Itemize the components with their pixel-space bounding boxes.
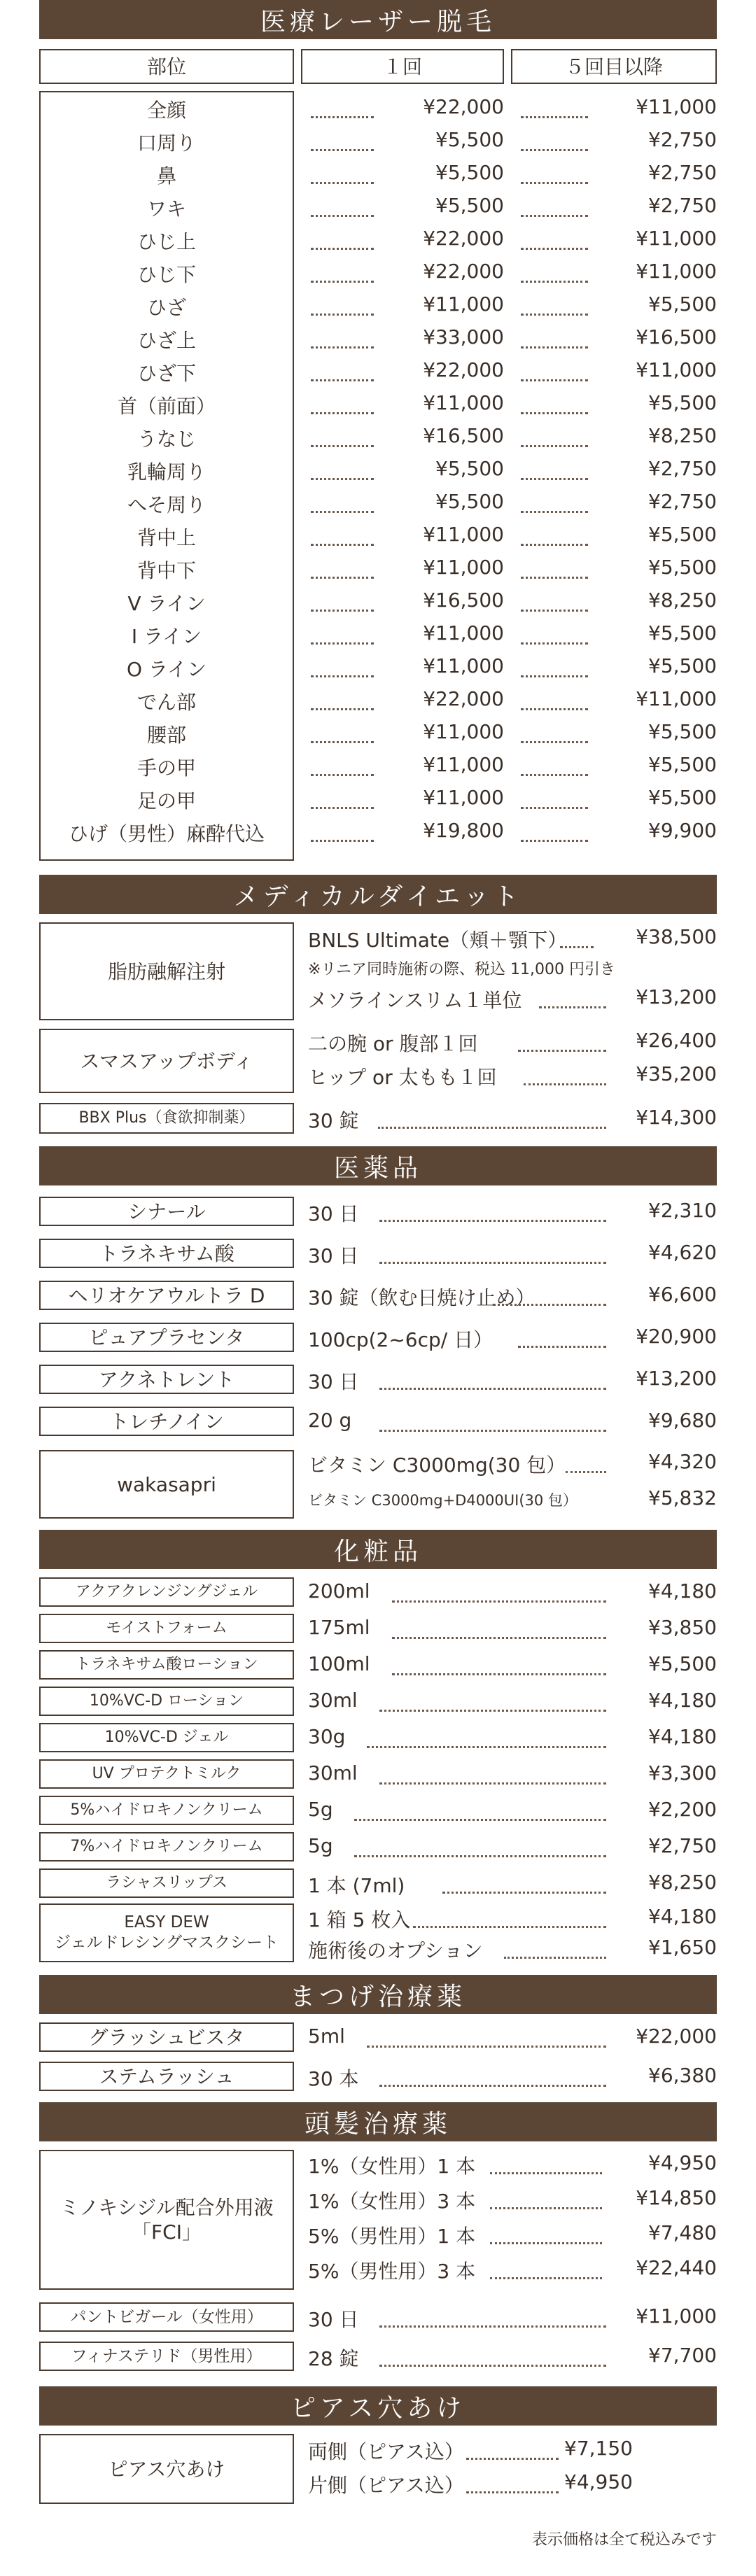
dot-leader <box>521 215 588 217</box>
laser-price-fifth: ¥5,500 <box>648 621 717 645</box>
item-quantity: 200ml <box>308 1579 370 1603</box>
item-name-box: 10%VC-D ローション <box>39 1687 294 1716</box>
section-header-laser: 医療レーザー脱毛 <box>39 0 717 39</box>
easy-dew-label-line2: ジェルドレシングマスクシート <box>55 1934 279 1952</box>
dot-leader <box>311 577 374 579</box>
dot-leader <box>311 807 374 809</box>
laser-price-fifth: ¥2,750 <box>648 128 717 151</box>
laser-price-fifth: ¥2,750 <box>648 490 717 513</box>
laser-part-name: うなじ <box>136 428 196 451</box>
laser-price-fifth: ¥5,500 <box>648 720 717 743</box>
waka-line2-text: ビタミン C3000mg+D4000UI(30 包） <box>308 1492 578 1509</box>
laser-price-once: ¥22,000 <box>423 227 504 250</box>
dot-leader <box>466 2491 559 2493</box>
item-quantity: 1 本 (7ml) <box>308 1874 405 1897</box>
laser-part-name: 全顔 <box>146 99 186 122</box>
fat-note: ※リニア同時施術の際、税込 11,000 円引き <box>308 961 615 978</box>
item-price: ¥6,380 <box>648 2064 717 2087</box>
laser-part-name: 乳輪周り <box>127 460 206 484</box>
smas-line2-text: ヒップ or 太もも１回 <box>308 1066 497 1089</box>
laser-price-fifth: ¥5,500 <box>648 786 717 809</box>
dot-leader <box>521 346 588 349</box>
laser-price-fifth: ¥2,750 <box>648 161 717 184</box>
laser-price-once: ¥5,500 <box>435 128 504 151</box>
laser-part-name: ワキ <box>146 197 186 220</box>
dot-leader <box>311 610 374 612</box>
dot-leader <box>378 1127 606 1129</box>
laser-price-fifth: ¥11,000 <box>636 227 717 250</box>
dot-leader <box>311 215 374 217</box>
laser-price-once: ¥22,000 <box>423 260 504 283</box>
item-quantity: 30 日 <box>308 1244 359 1267</box>
easy-line2-price: ¥1,650 <box>648 1936 717 1959</box>
item-price: ¥2,200 <box>648 1798 717 1821</box>
laser-price-fifth: ¥5,500 <box>648 293 717 316</box>
item-price: ¥4,180 <box>648 1725 717 1748</box>
laser-part-name: ひざ <box>146 296 186 319</box>
tax-footnote: 表示価格は全て税込みです <box>531 2531 717 2549</box>
laser-price-fifth: ¥11,000 <box>636 687 717 710</box>
dot-leader <box>521 445 588 447</box>
laser-price-fifth: ¥8,250 <box>648 589 717 612</box>
item-name-box: アクネトレント <box>39 1365 294 1394</box>
dot-leader <box>392 1673 606 1675</box>
item-name-box: トレチノイン <box>39 1407 294 1436</box>
dot-leader <box>379 1262 606 1264</box>
piercing-line2-text: 片側（ピアス込） <box>308 2474 464 2497</box>
easy-dew-label <box>39 1903 294 1962</box>
column-header-fifth: ５回目以降 <box>511 49 717 84</box>
item-quantity: 28 錠 <box>308 2347 359 2370</box>
dot-leader <box>311 116 374 118</box>
laser-price-fifth: ¥5,500 <box>648 556 717 579</box>
laser-price-fifth: ¥2,750 <box>648 194 717 217</box>
bbx-plus-label: BBX Plus（食欲抑制薬） <box>39 1103 294 1134</box>
laser-price-once: ¥5,500 <box>435 194 504 217</box>
laser-part-name: 腰部 <box>146 724 186 747</box>
dot-leader <box>311 182 374 184</box>
laser-price-once: ¥11,000 <box>423 523 504 546</box>
item-name-box: トラネキサム酸 <box>39 1239 294 1268</box>
waka-line1-price: ¥4,320 <box>648 1450 717 1473</box>
dot-leader <box>311 149 374 151</box>
dot-leader <box>367 1746 606 1748</box>
dot-leader <box>392 1637 606 1639</box>
dot-leader <box>379 2365 606 2367</box>
dot-leader <box>521 314 588 316</box>
waka-line2-price: ¥5,832 <box>648 1486 717 1509</box>
laser-price-once: ¥33,000 <box>423 325 504 349</box>
laser-part-name: 背中上 <box>136 526 196 549</box>
item-price: ¥4,620 <box>648 1241 717 1264</box>
item-name-box: 5%ハイドロキノンクリーム <box>39 1796 294 1825</box>
section-header-hair: 頭髪治療薬 <box>39 2102 717 2141</box>
laser-price-fifth: ¥5,500 <box>648 523 717 546</box>
minoxidil-quantity: 5%（男性用）1 本 <box>308 2225 476 2248</box>
dot-leader <box>379 2325 606 2328</box>
dot-leader <box>493 1304 606 1306</box>
item-quantity: 30ml <box>308 1761 358 1785</box>
laser-price-fifth: ¥5,500 <box>648 753 717 776</box>
laser-price-once: ¥5,500 <box>435 457 504 480</box>
dot-leader <box>442 1892 606 1894</box>
item-quantity: 20 g <box>308 1409 352 1432</box>
dot-leader <box>521 708 588 710</box>
laser-price-once: ¥11,000 <box>423 753 504 776</box>
dot-leader <box>521 642 588 645</box>
dot-leader <box>521 544 588 546</box>
laser-price-once: ¥11,000 <box>423 293 504 316</box>
item-quantity: 30 日 <box>308 1370 359 1393</box>
laser-part-name: 鼻 <box>156 164 176 188</box>
item-price: ¥2,750 <box>648 1834 717 1857</box>
item-price: ¥11,000 <box>636 2304 717 2328</box>
easy-dew-label-line1: EASY DEW <box>124 1913 209 1932</box>
smas-line1-text: 二の腕 or 腹部１回 <box>308 1032 478 1055</box>
dot-leader <box>311 511 374 513</box>
waka-line1-text: ビタミン C3000mg(30 包） <box>308 1454 566 1477</box>
laser-part-name: 手の甲 <box>136 756 196 780</box>
item-price: ¥9,680 <box>648 1409 717 1432</box>
dot-leader <box>521 741 588 743</box>
dot-leader <box>311 774 374 776</box>
minoxidil-price: ¥14,850 <box>636 2186 717 2209</box>
item-quantity: 100ml <box>308 1652 370 1675</box>
dot-leader <box>521 248 588 250</box>
minoxidil-label <box>39 2150 294 2290</box>
minoxidil-price: ¥7,480 <box>648 2221 717 2244</box>
item-price: ¥13,200 <box>636 1367 717 1390</box>
section-header-medicine: 医薬品 <box>39 1146 717 1185</box>
item-name-box: ヘリオケアウルトラ D <box>39 1281 294 1310</box>
laser-price-fifth: ¥5,500 <box>648 654 717 677</box>
item-quantity: 30 錠（飲む日焼け止め） <box>308 1286 536 1309</box>
dot-leader <box>490 2172 602 2174</box>
laser-price-once: ¥16,500 <box>423 424 504 447</box>
dot-leader <box>560 946 594 948</box>
laser-part-name: ひげ（男性）麻酔代込 <box>68 822 265 845</box>
item-price: ¥2,310 <box>648 1199 717 1222</box>
laser-price-once: ¥11,000 <box>423 786 504 809</box>
laser-part-name: ひざ下 <box>136 362 196 385</box>
fat-line1-text: BNLS Ultimate（頬＋顎下） <box>308 929 568 952</box>
laser-price-once: ¥5,500 <box>435 490 504 513</box>
laser-part-name: ひじ下 <box>136 263 196 286</box>
dot-leader <box>490 2277 602 2279</box>
item-name-box: モイストフォーム <box>39 1614 294 1643</box>
laser-price-fifth: ¥11,000 <box>636 260 717 283</box>
fat-line2-price: ¥13,200 <box>636 985 717 1008</box>
dot-leader <box>521 807 588 809</box>
item-name-box: ピュアプラセンタ <box>39 1323 294 1352</box>
laser-price-fifth: ¥2,750 <box>648 457 717 480</box>
laser-price-once: ¥11,000 <box>423 654 504 677</box>
dot-leader <box>524 1083 606 1085</box>
dot-leader <box>311 314 374 316</box>
item-quantity: 175ml <box>308 1616 370 1639</box>
bbx-price: ¥14,300 <box>636 1106 717 1129</box>
dot-leader <box>504 1957 606 1959</box>
dot-leader <box>518 1050 606 1052</box>
dot-leader <box>311 544 374 546</box>
dot-leader <box>311 642 374 645</box>
dot-leader <box>311 675 374 677</box>
smas-up-body-label: スマスアップボディ <box>39 1029 294 1093</box>
dot-leader <box>379 1710 606 1712</box>
smas-line2-price: ¥35,200 <box>636 1062 717 1085</box>
piercing-line2-price: ¥4,950 <box>564 2470 633 2493</box>
laser-price-fifth: ¥16,500 <box>636 325 717 349</box>
minoxidil-quantity: 1%（女性用）1 本 <box>308 2155 476 2178</box>
dot-leader <box>379 1220 606 1222</box>
easy-line1-text: 1 箱 5 枚入 <box>308 1908 411 1931</box>
dot-leader <box>379 1430 606 1432</box>
laser-part-name: でん部 <box>136 691 196 714</box>
smas-line1-price: ¥26,400 <box>636 1029 717 1052</box>
laser-price-once: ¥16,500 <box>423 589 504 612</box>
item-price: ¥6,600 <box>648 1283 717 1306</box>
item-price: ¥7,700 <box>648 2344 717 2367</box>
dot-leader <box>521 610 588 612</box>
item-name-box: パントビガール（女性用） <box>39 2302 294 2332</box>
dot-leader <box>521 379 588 381</box>
item-quantity: 5g <box>308 1798 333 1821</box>
laser-price-once: ¥11,000 <box>423 391 504 414</box>
laser-part-name: 足の甲 <box>136 789 196 812</box>
easy-line1-price: ¥4,180 <box>648 1905 717 1928</box>
laser-price-once: ¥11,000 <box>423 720 504 743</box>
dot-leader <box>466 2458 559 2460</box>
laser-part-name: ひざ上 <box>136 329 196 352</box>
laser-part-name: 口周り <box>136 132 196 155</box>
item-quantity: 30 本 <box>308 2067 359 2090</box>
item-name-box: アクアクレンジングジェル <box>39 1577 294 1607</box>
dot-leader <box>311 281 374 283</box>
piercing-line1-price: ¥7,150 <box>564 2437 633 2460</box>
dot-leader <box>521 577 588 579</box>
easy-line2-text: 施術後のオプション <box>308 1939 483 1962</box>
dot-leader <box>521 675 588 677</box>
fat-line2-text: メソラインスリム１単位 <box>308 989 522 1012</box>
dot-leader <box>539 1006 606 1008</box>
dot-leader <box>311 741 374 743</box>
dot-leader <box>311 379 374 381</box>
item-price: ¥22,000 <box>636 2025 717 2048</box>
dot-leader <box>354 1855 606 1857</box>
fat-injection-label: 脂肪融解注射 <box>39 922 294 1020</box>
item-price: ¥5,500 <box>648 1652 717 1675</box>
dot-leader <box>392 1600 606 1603</box>
item-price: ¥4,180 <box>648 1689 717 1712</box>
laser-part-name: 首（前面） <box>117 395 216 418</box>
dot-leader <box>521 182 588 184</box>
minoxidil-quantity: 1%（女性用）3 本 <box>308 2190 476 2213</box>
item-name-box: トラネキサム酸ローション <box>39 1650 294 1680</box>
dot-leader <box>521 511 588 513</box>
dot-leader <box>413 1926 606 1928</box>
item-quantity: 30 日 <box>308 1202 359 1225</box>
item-price: ¥4,180 <box>648 1579 717 1603</box>
item-quantity: 30 日 <box>308 2308 359 2331</box>
dot-leader <box>311 412 374 414</box>
item-name-box: グラッシュビスタ <box>39 2022 294 2052</box>
laser-part-name: 背中下 <box>136 559 196 582</box>
dot-leader <box>521 840 588 842</box>
column-header-part: 部位 <box>39 49 294 84</box>
bbx-text: 30 錠 <box>308 1109 359 1132</box>
dot-leader <box>521 149 588 151</box>
fat-line1-price: ¥38,500 <box>636 925 717 948</box>
item-quantity: 5ml <box>308 2025 345 2048</box>
piercing-label: ピアス穴あけ <box>39 2434 294 2504</box>
dot-leader <box>521 281 588 283</box>
item-quantity: 100cp(2~6cp/ 日） <box>308 1328 493 1351</box>
dot-leader <box>311 445 374 447</box>
laser-price-once: ¥22,000 <box>423 358 504 381</box>
item-name-box: 10%VC-D ジェル <box>39 1723 294 1752</box>
dot-leader <box>379 2085 606 2087</box>
minoxidil-label-line1: ミノキシジル配合外用液 <box>59 2196 274 2219</box>
laser-price-once: ¥22,000 <box>423 95 504 118</box>
dot-leader <box>367 2046 606 2048</box>
item-price: ¥20,900 <box>636 1325 717 1348</box>
laser-part-name: I ライン <box>131 625 202 648</box>
laser-price-fifth: ¥11,000 <box>636 358 717 381</box>
item-price: ¥3,850 <box>648 1616 717 1639</box>
dot-leader <box>311 248 374 250</box>
dot-leader <box>311 346 374 349</box>
laser-part-name: へそ周り <box>127 493 206 516</box>
dot-leader <box>379 1388 606 1390</box>
laser-price-once: ¥22,000 <box>423 687 504 710</box>
laser-part-name: O ライン <box>126 658 207 681</box>
wakasapri-label: wakasapri <box>39 1450 294 1519</box>
item-name-box: ステムラッシュ <box>39 2062 294 2091</box>
dot-leader <box>521 478 588 480</box>
dot-leader <box>490 2242 602 2244</box>
item-name-box: UV プロテクトミルク <box>39 1759 294 1789</box>
minoxidil-price: ¥4,950 <box>648 2151 717 2174</box>
item-name-box: フィナステリド（男性用） <box>39 2342 294 2371</box>
laser-price-fifth: ¥8,250 <box>648 424 717 447</box>
dot-leader <box>354 1819 606 1821</box>
section-header-diet: メディカルダイエット <box>39 875 717 914</box>
dot-leader <box>521 412 588 414</box>
item-price: ¥3,300 <box>648 1761 717 1785</box>
item-quantity: 30ml <box>308 1689 358 1712</box>
laser-price-once: ¥5,500 <box>435 161 504 184</box>
column-header-once: １回 <box>301 49 504 84</box>
dot-leader <box>521 774 588 776</box>
item-name-box: シナール <box>39 1197 294 1226</box>
section-header-eyelash: まつげ治療薬 <box>39 1975 717 2014</box>
minoxidil-label-line2: 「FCI」 <box>132 2220 202 2244</box>
item-name-box: ラシャスリップス <box>39 1868 294 1898</box>
laser-price-once: ¥11,000 <box>423 621 504 645</box>
laser-price-fifth: ¥5,500 <box>648 391 717 414</box>
item-quantity: 30g <box>308 1725 346 1748</box>
dot-leader <box>379 1782 606 1785</box>
minoxidil-quantity: 5%（男性用）3 本 <box>308 2260 476 2283</box>
laser-part-name: ひじ上 <box>136 230 196 253</box>
item-quantity: 5g <box>308 1834 333 1857</box>
section-header-piercing: ピアス穴あけ <box>39 2386 717 2426</box>
dot-leader <box>311 708 374 710</box>
minoxidil-price: ¥22,440 <box>636 2256 717 2279</box>
laser-price-once: ¥11,000 <box>423 556 504 579</box>
item-price: ¥8,250 <box>648 1871 717 1894</box>
dot-leader <box>521 116 588 118</box>
laser-price-fifth: ¥11,000 <box>636 95 717 118</box>
item-name-box: 7%ハイドロキノンクリーム <box>39 1832 294 1861</box>
dot-leader <box>518 1346 606 1348</box>
section-header-cosmetics: 化粧品 <box>39 1530 717 1569</box>
piercing-line1-text: 両側（ピアス込） <box>308 2440 464 2463</box>
dot-leader <box>311 478 374 480</box>
dot-leader <box>311 840 374 842</box>
laser-part-name: V ライン <box>127 592 206 615</box>
dot-leader <box>566 1471 606 1473</box>
laser-price-once: ¥19,800 <box>423 819 504 842</box>
laser-price-fifth: ¥9,900 <box>648 819 717 842</box>
dot-leader <box>490 2207 602 2209</box>
